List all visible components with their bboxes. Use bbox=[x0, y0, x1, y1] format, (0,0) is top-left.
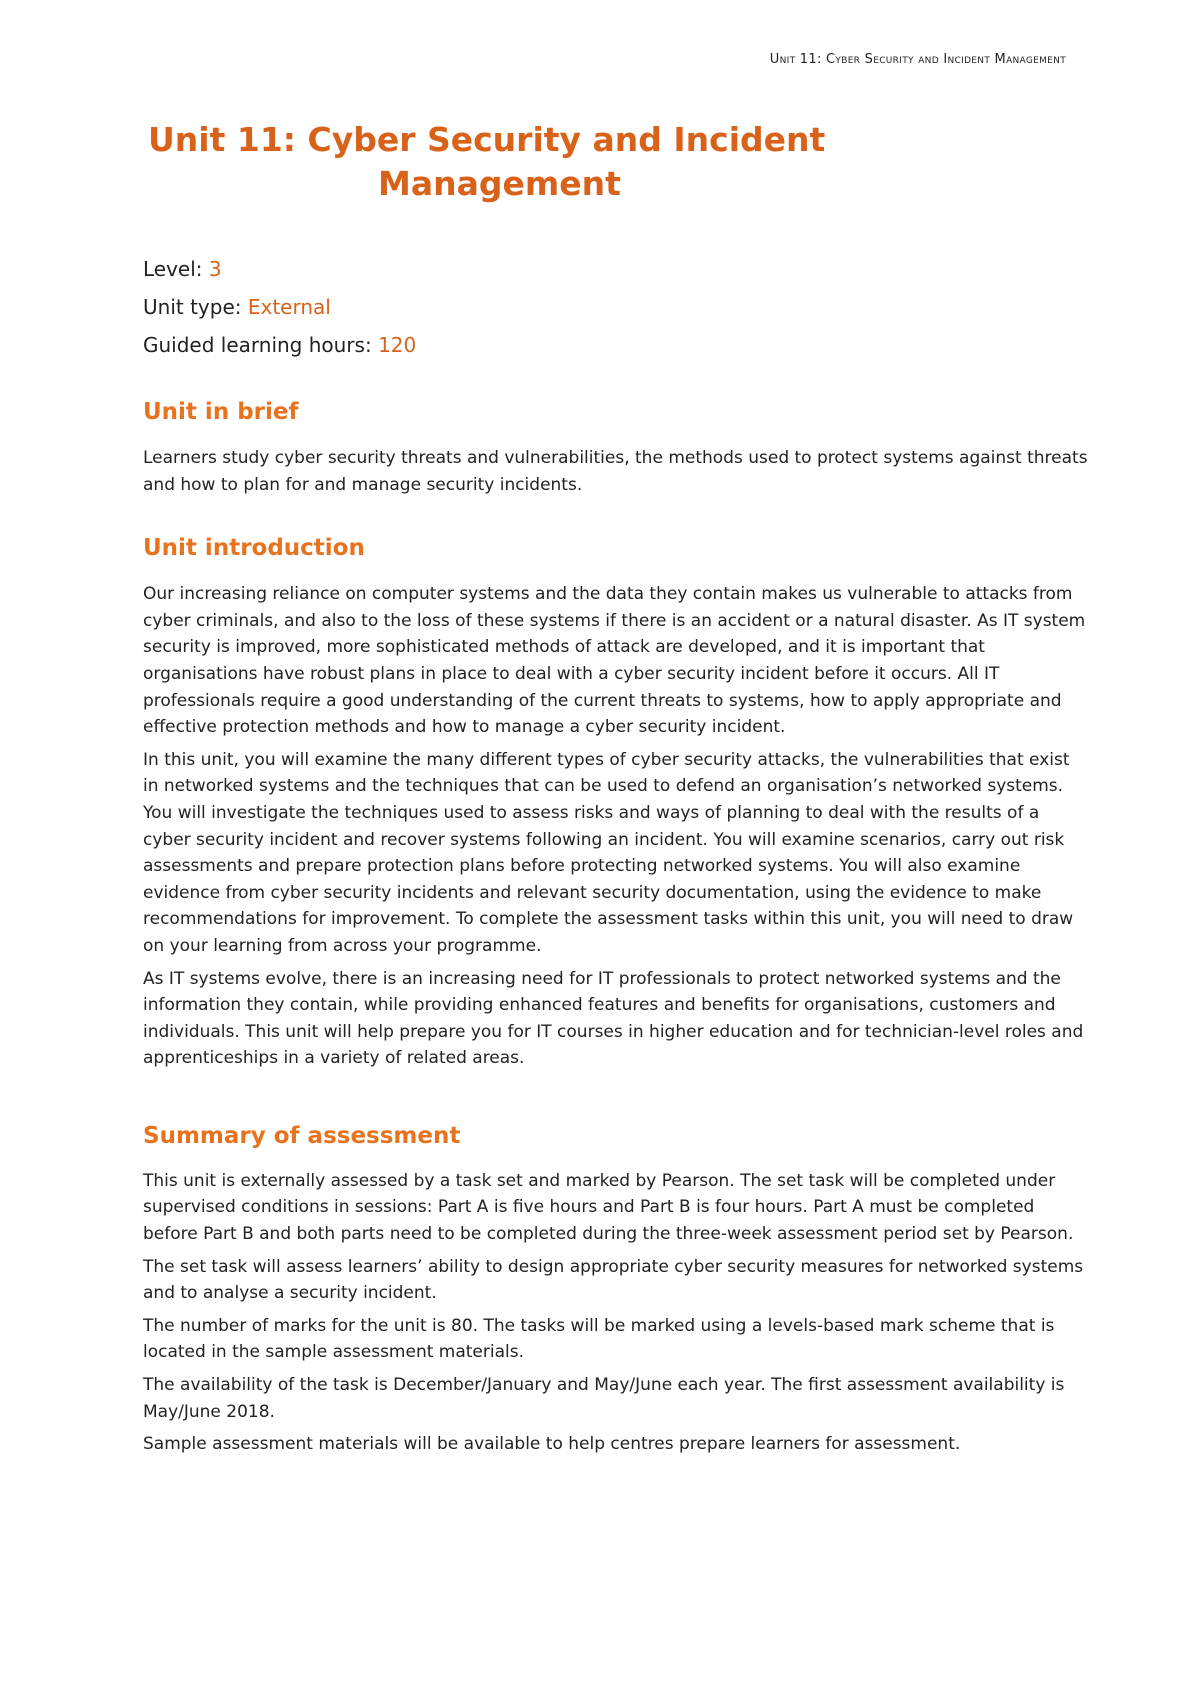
page-title-line-2: Management bbox=[378, 164, 621, 203]
assessment-paragraph: The set task will assess learners’ ability to design appropriate cyber security measures for networked systems and to analyse a security incident. bbox=[143, 1256, 1084, 1304]
running-header: Unit 11: Cyber Security and Incident Management bbox=[769, 52, 1066, 67]
section-summary-of-assessment bbox=[143, 1121, 1088, 1458]
section-unit-introduction bbox=[143, 533, 1088, 1072]
unit-meta bbox=[143, 250, 416, 364]
intro-paragraph: In this unit, you will examine the many different types of cyber security attacks, the vulnerabilities that exist in networked systems and the techniques that can be used to defend an organisation’s networked systems. You will investigate the techniques used to assess risks and ways of planning to deal with the results of a cyber security incident and recover systems following an incident. You will examine scenarios, carry out risk assessments and prepare protection plans before protecting networked systems. You will also examine evidence from cyber security incidents and relevant security documentation, using the evidence to make recommendations for improvement. To complete the assessment tasks within this unit, you will need to draw on your learning from across your programme. bbox=[143, 749, 1074, 956]
unit-type-value: External bbox=[247, 295, 331, 319]
unit-type-row bbox=[143, 288, 416, 326]
level-value: 3 bbox=[208, 257, 222, 281]
assessment-paragraph: The number of marks for the unit is 80. The tasks will be marked using a levels-based mark scheme that is located in the sample assessment materials. bbox=[143, 1315, 1055, 1363]
glh-label: Guided learning hours: bbox=[143, 333, 372, 357]
intro-paragraph: Our increasing reliance on computer systems and the data they contain makes us vulnerable to attacks from cyber criminals, and also to the loss of these systems if there is an accident or a natural disaster. As IT system security is improved, more sophisticated methods of attack are developed, and it is important that organisations have robust plans in place to deal with a cyber security incident before it occurs. All IT professionals require a good understanding of the current threats to systems, how to apply appropriate and effective protection methods and how to manage a cyber security incident. bbox=[143, 584, 1086, 738]
assessment-paragraph: The availability of the task is December/January and May/June each year. The first assessment availability is May/June 2018. bbox=[143, 1375, 1065, 1422]
assessment-paragraph: Sample assessment materials will be available to help centres prepare learners for assessment. bbox=[143, 1434, 961, 1455]
glh-row bbox=[143, 326, 416, 364]
level-row bbox=[143, 250, 416, 288]
unit-introduction-heading: Unit introduction bbox=[143, 535, 365, 562]
level-label: Level: bbox=[143, 257, 203, 281]
summary-of-assessment-heading: Summary of assessment bbox=[143, 1122, 461, 1149]
assessment-paragraph: This unit is externally assessed by a task set and marked by Pearson. The set task will be completed under supervised conditions in sessions: Part A is five hours and Part B is four hours. Part A must be completed before Part B and both parts need to be completed during the three-week assessment period set by Pearson. bbox=[143, 1170, 1074, 1245]
unit-type-label: Unit type: bbox=[143, 295, 242, 319]
section-unit-in-brief bbox=[143, 397, 1088, 498]
page-title-line-1: Unit 11: Cyber Security and Incident bbox=[148, 120, 826, 159]
intro-paragraph: As IT systems evolve, there is an increasing need for IT professionals to protect networked systems and the information they contain, while providing enhanced features and benefits for organisations, customers and individuals. This unit will help prepare you for IT courses in higher education and for technician-level roles and apprenticeships in a variety of related areas. bbox=[143, 968, 1084, 1069]
main-content bbox=[143, 397, 1088, 1464]
unit-in-brief-text: Learners study cyber security threats and vulnerabilities, the methods used to protect systems against threats and how to plan for and manage security incidents. bbox=[143, 448, 1088, 495]
glh-value: 120 bbox=[378, 333, 417, 357]
page-title bbox=[148, 118, 868, 206]
unit-in-brief-heading: Unit in brief bbox=[143, 399, 299, 425]
